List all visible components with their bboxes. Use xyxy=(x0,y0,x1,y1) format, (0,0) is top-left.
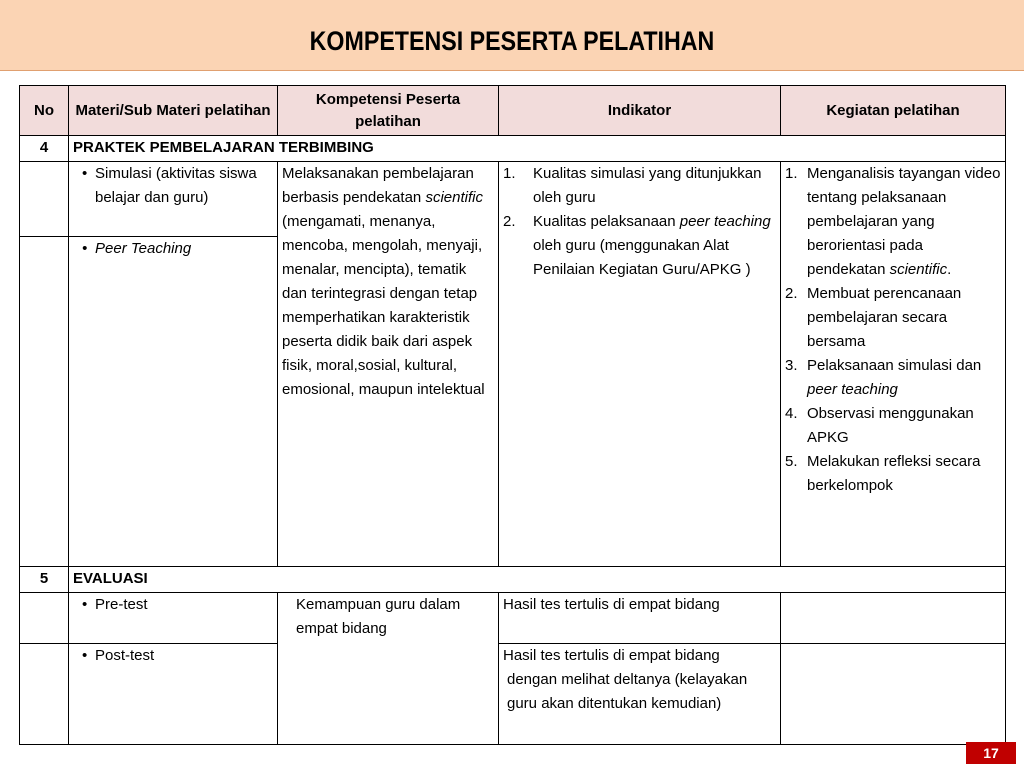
indikator-cell: Hasil tes tertulis di empat bidang xyxy=(499,593,781,644)
indikator-text: Hasil tes tertulis di empat bidang xyxy=(503,647,720,664)
kegiatan-text: Membuat perencanaan pembelajaran secara bersama xyxy=(807,285,962,350)
indikator-text: dengan melihat deltanya (kelayakan guru akan ditentukan kemudian) xyxy=(507,671,748,712)
list-number: 4. xyxy=(785,405,798,422)
list-item xyxy=(785,402,1001,450)
indikator-cell xyxy=(499,644,781,745)
kegiatan-text-italic: peer teaching xyxy=(807,381,898,398)
indikator-text: oleh guru (menggunakan Alat Penilaian Kegiatan Guru/APKG ) xyxy=(533,237,751,278)
table-row xyxy=(20,593,1006,644)
kegiatan-cell xyxy=(781,593,1006,644)
list-item xyxy=(785,354,1001,402)
indikator-cell xyxy=(499,162,781,567)
section-number: 4 xyxy=(20,136,69,162)
list-item xyxy=(785,282,1001,354)
section-number: 5 xyxy=(20,567,69,593)
materi-cell xyxy=(69,593,278,644)
kegiatan-text: Melakukan refleksi secara berkelompok xyxy=(807,453,981,494)
kegiatan-text: Menganalisis tayangan video tentang pelaksanaan pembelajaran yang berorientasi pada pendekatan xyxy=(807,165,1001,278)
indikator-text-italic: peer teaching xyxy=(679,213,771,230)
header-materi: Materi/Sub Materi pelatihan xyxy=(69,86,278,136)
table-row xyxy=(20,162,1006,237)
table-row xyxy=(20,644,1006,745)
page-title: KOMPETENSI PESERTA PELATIHAN xyxy=(309,26,715,56)
empty-cell xyxy=(20,237,69,567)
kompetensi-cell xyxy=(278,162,499,567)
indikator-text: Kualitas simulasi yang ditunjukkan oleh guru xyxy=(533,165,762,206)
section-title: EVALUASI xyxy=(69,567,1006,593)
indikator-text: Kualitas pelaksanaan xyxy=(533,213,680,230)
empty-cell xyxy=(20,593,69,644)
kompetensi-text: Melaksanakan pembelajaran berbasis pendekatan xyxy=(282,165,474,206)
list-item: • Simulasi (aktivitas siswa belajar dan guru) xyxy=(95,162,273,210)
section-title: PRAKTEK PEMBELAJARAN TERBIMBING xyxy=(69,136,1006,162)
kompetensi-text-italic: scientific xyxy=(425,189,483,206)
materi-cell xyxy=(69,237,278,567)
header-no: No xyxy=(20,86,69,136)
competency-table xyxy=(19,85,1006,745)
list-number: 1. xyxy=(503,165,516,182)
list-item: • Post-test xyxy=(95,644,273,668)
kegiatan-cell xyxy=(781,644,1006,745)
list-item xyxy=(503,210,776,282)
list-item xyxy=(785,450,1001,498)
list-number: 5. xyxy=(785,453,798,470)
header-row xyxy=(20,86,1006,136)
header-kegiatan: Kegiatan pelatihan xyxy=(781,86,1006,136)
empty-cell xyxy=(20,162,69,237)
kegiatan-cell xyxy=(781,162,1006,567)
materi-cell xyxy=(69,162,278,237)
kompetensi-cell: Kemampuan guru dalam empat bidang xyxy=(278,593,499,745)
list-item: • Pre-test xyxy=(95,593,273,617)
title-band xyxy=(0,0,1024,71)
kegiatan-text: Observasi menggunakan APKG xyxy=(807,405,974,446)
kegiatan-text-italic: scientific xyxy=(889,261,948,278)
kegiatan-text: Pelaksanaan simulasi dan xyxy=(807,357,982,374)
page-number: 17 xyxy=(966,742,1016,764)
header-kompetensi: Kompetensi Peserta pelatihan xyxy=(278,86,499,136)
list-number: 3. xyxy=(785,357,798,374)
kompetensi-text: (mengamati, menanya, mencoba, mengolah, menyaji, menalar, mencipta), tematik dan terintegrasi dengan tetap memperhatikan karakteristik peserta didik baik dari aspek fisik, moral,sosial, kultural, emosional, maupun intelektual xyxy=(282,213,485,398)
list-item xyxy=(503,162,776,210)
empty-cell xyxy=(20,644,69,745)
materi-cell xyxy=(69,644,278,745)
section-row-4 xyxy=(20,136,1006,162)
list-number: 1. xyxy=(785,165,798,182)
section-row-5 xyxy=(20,567,1006,593)
list-number: 2. xyxy=(785,285,798,302)
list-number: 2. xyxy=(503,213,516,230)
header-indikator: Indikator xyxy=(499,86,781,136)
list-item xyxy=(785,162,1001,282)
list-item: • Peer Teaching xyxy=(95,237,273,261)
kegiatan-text: . xyxy=(947,261,952,278)
